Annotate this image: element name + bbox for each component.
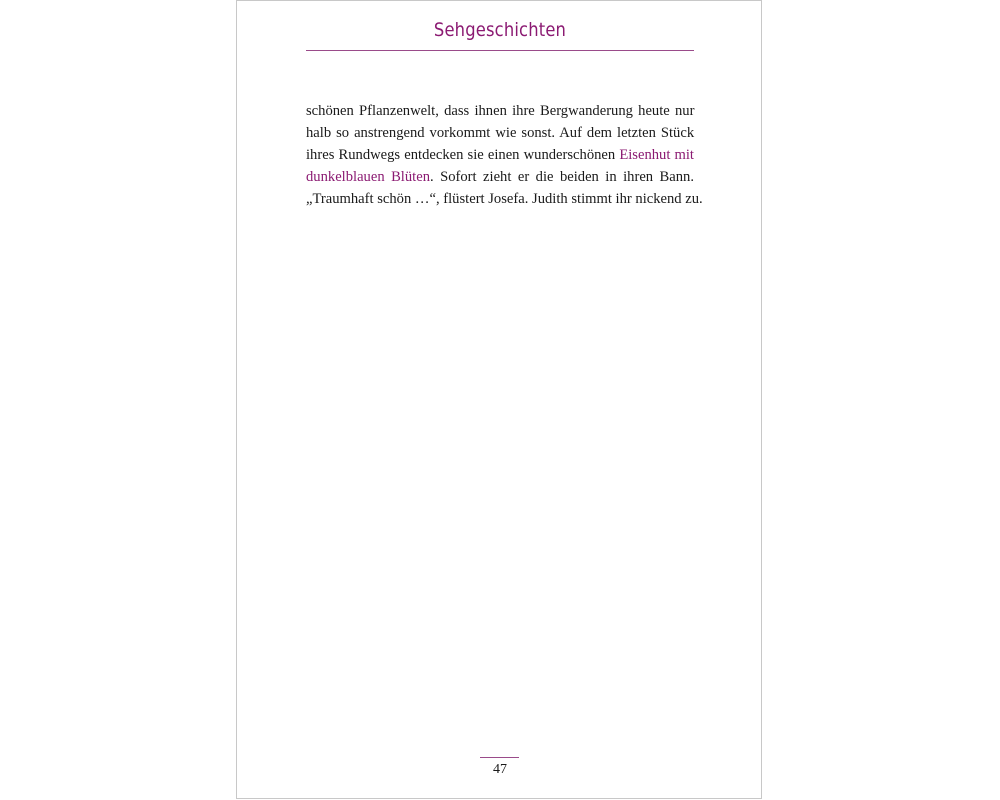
text-line	[306, 166, 694, 188]
text-span: „Traumhaft schön …“, flüstert Josefa. Judith stimmt ihr nickend zu.	[306, 191, 703, 207]
header-rule	[306, 50, 694, 51]
text-line	[306, 188, 703, 210]
text-span: halb so anstrengend vorkommt wie sonst. Auf dem letzten Stück	[306, 125, 695, 141]
footer-rule	[480, 757, 519, 758]
text-span: . Sofort zieht er die beiden in ihren Bann.	[430, 169, 694, 185]
text-line	[306, 122, 694, 144]
running-head: Sehgeschichten	[433, 19, 567, 41]
highlighted-phrase: dunkelblauen Blüten	[306, 169, 430, 185]
text-line	[306, 144, 694, 166]
highlighted-phrase: Eisenhut mit	[619, 147, 694, 163]
text-span: schönen Pflanzenwelt, dass ihnen ihre Bergwanderung heute nur	[306, 103, 695, 119]
text-span: ihres Rundwegs entdecken sie einen wunderschönen	[306, 147, 620, 163]
page-number: 47	[493, 762, 507, 777]
text-line	[306, 100, 694, 122]
body-text	[306, 100, 703, 210]
book-page	[236, 0, 762, 799]
